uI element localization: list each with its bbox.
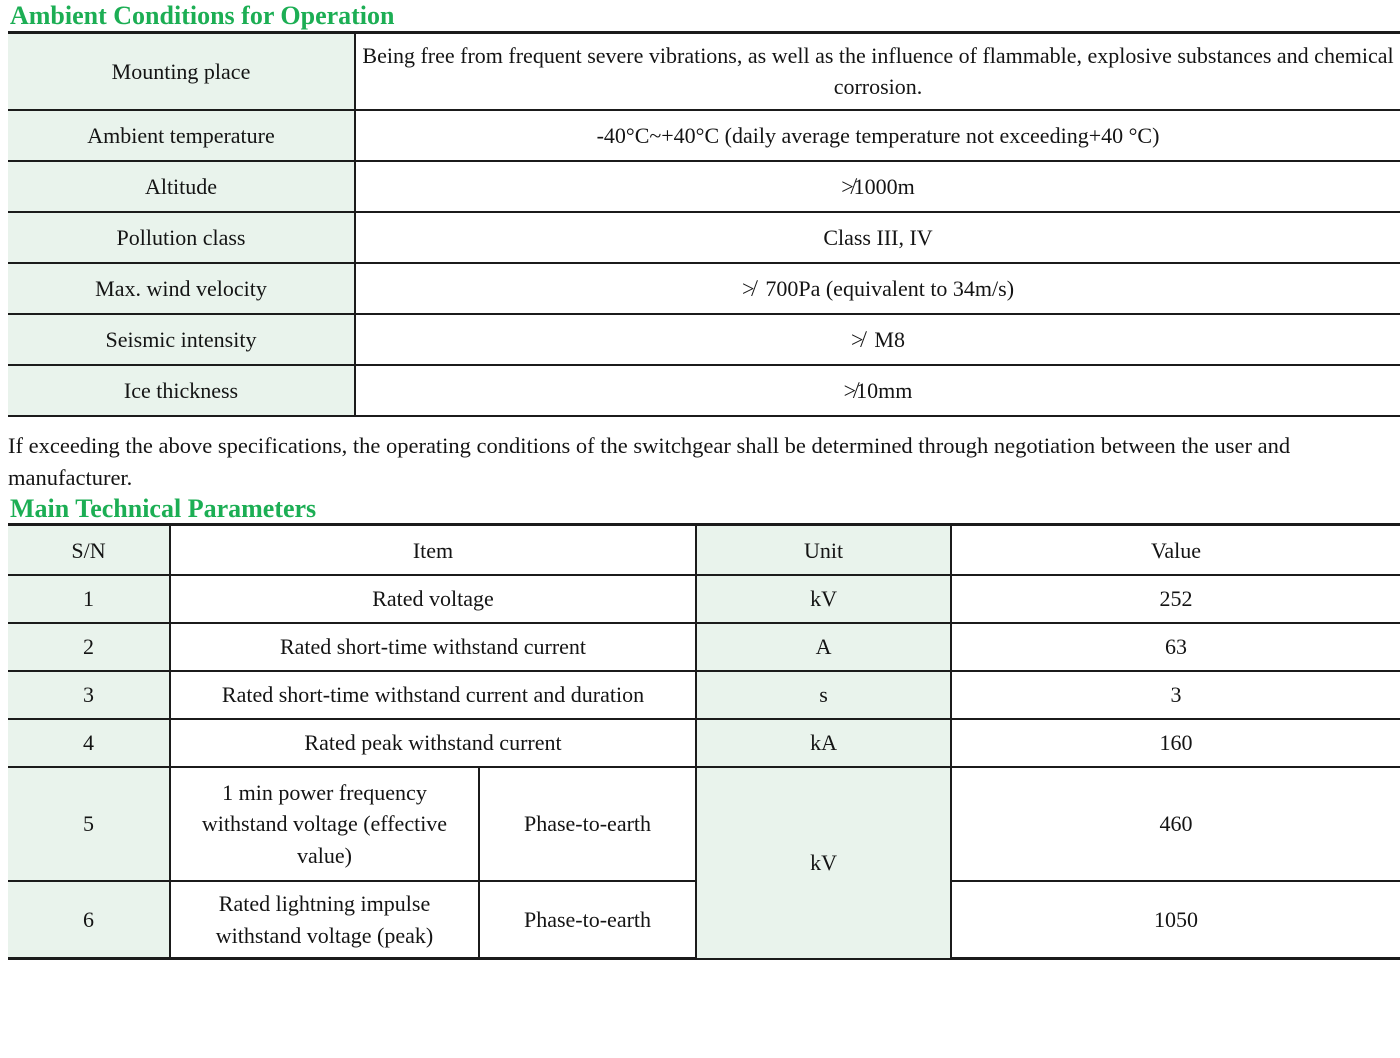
unit-cell: kV (696, 575, 951, 623)
item-cell: Rated short-time withstand current (170, 623, 696, 671)
table-row (8, 212, 1400, 263)
row-label-cell: Seismic intensity (8, 314, 355, 365)
value-cell: 3 (951, 671, 1400, 719)
sn-cell: 1 (8, 575, 170, 623)
table-row (8, 575, 1400, 623)
table-row (8, 719, 1400, 767)
ambient-conditions-table (8, 31, 1400, 418)
value-cell: 460 (951, 767, 1400, 881)
table-row (8, 32, 1400, 110)
unit-header-cell: Unit (696, 525, 951, 575)
row-value-cell: ≯10mm (355, 365, 1400, 416)
sn-cell: 2 (8, 623, 170, 671)
row-label-cell: Altitude (8, 161, 355, 212)
value-header-cell: Value (951, 525, 1400, 575)
row-label-cell: Ambient temperature (8, 110, 355, 161)
row-value-cell: Class III, IV (355, 212, 1400, 263)
main-technical-parameters-title: Main Technical Parameters (10, 493, 317, 523)
row-value-cell: -40°C~+40°C (daily average temperature not exceeding+40 °C) (355, 110, 1400, 161)
sn-cell: 3 (8, 671, 170, 719)
row-value-cell: ≯ 700Pa (equivalent to 34m/s) (355, 263, 1400, 314)
row-value-cell: ≯1000m (355, 161, 1400, 212)
item-header-cell: Item (170, 525, 696, 575)
value-cell: 63 (951, 623, 1400, 671)
sn-cell: 6 (8, 881, 170, 959)
item-cell: Rated short-time withstand current and duration (170, 671, 696, 719)
table-row (8, 767, 1400, 881)
item-subcell: Phase-to-earth (479, 767, 696, 881)
item-cell: Rated peak withstand current (170, 719, 696, 767)
item-subcell: Phase-to-earth (479, 881, 696, 959)
unit-cell: s (696, 671, 951, 719)
item-cell: 1 min power frequency withstand voltage (effective value) (170, 767, 479, 881)
table-row (8, 671, 1400, 719)
table-row (8, 263, 1400, 314)
value-cell: 160 (951, 719, 1400, 767)
value-cell: 252 (951, 575, 1400, 623)
table-row (8, 365, 1400, 416)
exceeding-specifications-note: If exceeding the above specifications, the operating conditions of the switchgear shall be determined through negotiation between the user and manufacturer. (8, 433, 1291, 491)
row-label-cell: Pollution class (8, 212, 355, 263)
item-cell: Rated voltage (170, 575, 696, 623)
table-row (8, 314, 1400, 365)
row-label-cell: Ice thickness (8, 365, 355, 416)
row-label-cell: Mounting place (8, 32, 355, 110)
table-row (8, 161, 1400, 212)
row-value-cell: ≯ M8 (355, 314, 1400, 365)
unit-merged-cell: kV (696, 767, 951, 959)
sn-cell: 4 (8, 719, 170, 767)
header-row (8, 525, 1400, 575)
row-label-cell: Max. wind velocity (8, 263, 355, 314)
item-cell: Rated lightning impulse withstand voltage (peak) (170, 881, 479, 959)
row-value-cell: Being free from frequent severe vibrations, as well as the influence of flammable, explosive substances and chemical corrosion. (355, 32, 1400, 110)
table-row (8, 623, 1400, 671)
table-row (8, 110, 1400, 161)
ambient-conditions-title: Ambient Conditions for Operation (10, 1, 395, 30)
value-cell: 1050 (951, 881, 1400, 959)
sn-cell: 5 (8, 767, 170, 881)
unit-cell: A (696, 623, 951, 671)
main-technical-parameters-table (8, 523, 1400, 960)
sn-header-cell: S/N (8, 525, 170, 575)
unit-cell: kA (696, 719, 951, 767)
